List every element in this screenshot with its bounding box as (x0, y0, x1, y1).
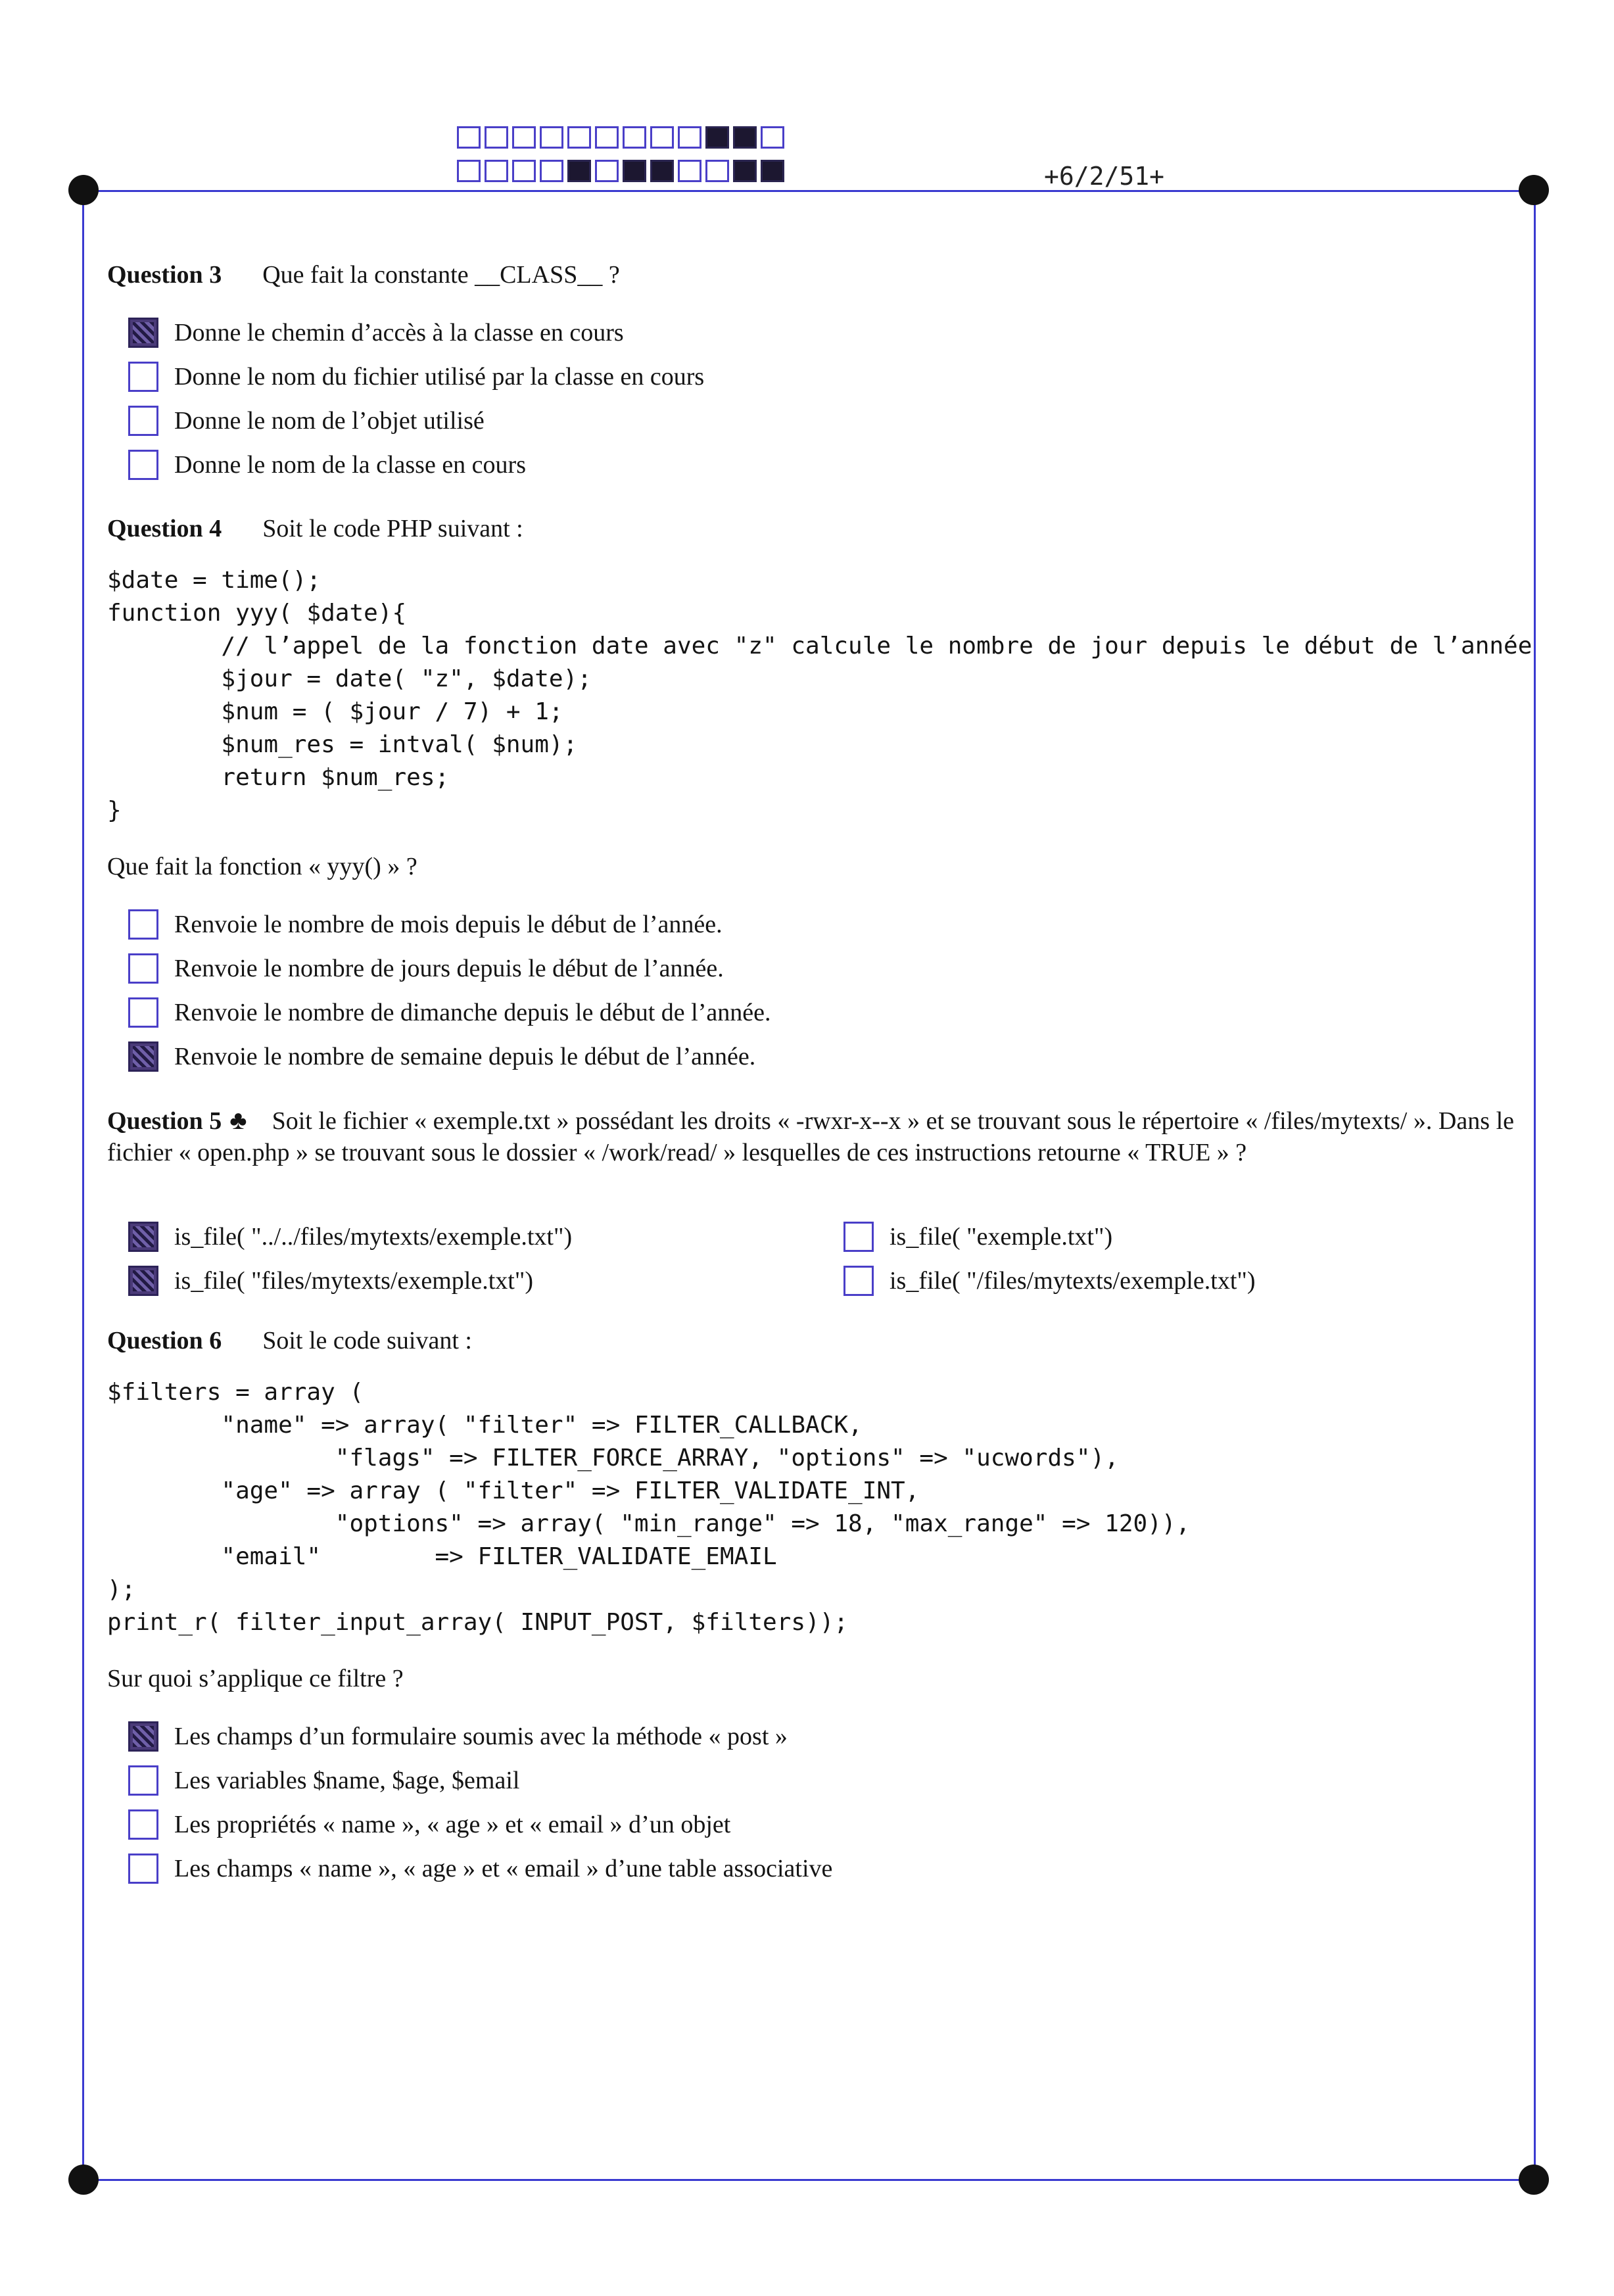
question-6 (107, 1325, 1514, 1890)
answer-list (128, 310, 1514, 487)
answer-checkbox[interactable] (128, 1854, 158, 1884)
answer-label: Donne le nom du fichier utilisé par la classe en cours (174, 362, 705, 391)
answer-list (128, 902, 1514, 1078)
answer-option (128, 1034, 1514, 1078)
question-number: Question 5 (107, 1107, 222, 1135)
code-cell (623, 126, 646, 149)
code-cell (595, 160, 619, 182)
question-text: Soit le fichier « exemple.txt » possédant les droits « -rwxr-x--x » et se trouvant sous le répertoire « /files/mytexts/ ». Dans le fichier « open.php » se trouvant sous le dossier « /work/read/ » lesquelles de ces instructions retourne « TRUE » ? (107, 1107, 1514, 1166)
question-3 (107, 259, 1514, 487)
code-cell (650, 160, 674, 182)
php-code-block: $filters = array ( "name" => array( "filter" => FILTER_CALLBACK, "flags" => FILTER_FORCE_ARRAY, "options" => "ucwords"), "age" => array ( "filter" => FILTER_VALIDATE_INT, "options" => array( "min_range" => 18, "max_range" => 120)), "email" => FILTER_VALIDATE_EMAIL ); print_r( filter_input_array( INPUT_POST, $filters)); (107, 1379, 1191, 1636)
code-cell (650, 126, 674, 149)
answer-label: Les champs d’un formulaire soumis avec la méthode « post » (174, 1722, 788, 1750)
question-header (107, 1325, 1514, 1356)
answer-checkbox[interactable] (128, 1266, 158, 1296)
code-cell (705, 160, 729, 182)
answer-option (128, 946, 1514, 990)
answer-label: is_file( "../../files/mytexts/exemple.txt") (174, 1222, 573, 1251)
php-code-block: $date = time(); function yyy( $date){ // l’appel de la fonction date avec "z" calcule le nombre de jour depuis le début de l’année $jour = date( "z", $date); $num = ( $jour / 7) + 1; $num_res = intval( $num); return $num_res; } (107, 567, 1532, 824)
answer-checkbox[interactable] (128, 1721, 158, 1752)
question-header (107, 513, 1514, 544)
answer-checkbox[interactable] (843, 1222, 874, 1252)
question-number: Question 3 (107, 261, 222, 289)
answer-checkbox[interactable] (128, 450, 158, 480)
sub-question: Sur quoi s’applique ce filtre ? (107, 1665, 404, 1692)
question-header (107, 1105, 1514, 1168)
frame-top-line (84, 190, 1536, 192)
code-cell (678, 126, 701, 149)
answer-option (128, 1846, 1514, 1890)
page-code-row-1 (457, 126, 788, 149)
answer-label: Les champs « name », « age » et « email » d’une table associative (174, 1854, 833, 1882)
club-icon: ♣ (229, 1105, 247, 1135)
frame-left-line (82, 190, 84, 2181)
code-cell (485, 160, 508, 182)
question-text: Soit le code suivant : (262, 1327, 472, 1354)
answer-checkbox[interactable] (128, 362, 158, 392)
answer-checkbox[interactable] (128, 909, 158, 940)
answer-checkbox[interactable] (843, 1266, 874, 1296)
answer-option (128, 1714, 1514, 1758)
code-cell (540, 126, 563, 149)
sub-question: Que fait la fonction « yyy() » ? (107, 853, 417, 880)
page-code-row-2 (457, 160, 788, 182)
page-identifier: +6/2/51+ (1044, 162, 1165, 191)
code-cell (485, 126, 508, 149)
answer-label: is_file( "exemple.txt") (890, 1222, 1113, 1251)
answer-checkbox[interactable] (128, 997, 158, 1028)
answer-option (843, 1214, 1501, 1258)
answer-label: Les variables $name, $age, $email (174, 1766, 520, 1794)
question-number: Question 6 (107, 1327, 222, 1354)
answer-checkbox[interactable] (128, 1041, 158, 1072)
answer-option (843, 1258, 1501, 1303)
answer-option (128, 1258, 843, 1303)
frame-bottom-line (84, 2179, 1536, 2181)
question-header (107, 259, 1514, 291)
frame-right-line (1534, 190, 1536, 2181)
answer-option (128, 398, 1514, 442)
code-cell (761, 160, 784, 182)
code-cell (595, 126, 619, 149)
code-cell (733, 126, 757, 149)
answer-label: Donne le nom de l’objet utilisé (174, 406, 485, 435)
corner-marker-top-right (1519, 175, 1549, 205)
answer-grid (128, 1214, 1514, 1303)
code-cell (678, 160, 701, 182)
answer-checkbox[interactable] (128, 1222, 158, 1252)
answer-label: Renvoie le nombre de mois depuis le début de l’année. (174, 910, 723, 938)
code-cell (512, 126, 536, 149)
question-text: Que fait la constante __CLASS__ ? (262, 261, 620, 289)
corner-marker-bottom-right (1519, 2164, 1549, 2195)
answer-label: Donne le chemin d’accès à la classe en cours (174, 318, 624, 347)
answer-option (128, 1802, 1514, 1846)
answer-option (128, 990, 1514, 1034)
answer-option (128, 310, 1514, 354)
answer-checkbox[interactable] (128, 406, 158, 436)
answer-checkbox[interactable] (128, 1809, 158, 1840)
question-text: Soit le code PHP suivant : (262, 515, 523, 542)
answer-checkbox[interactable] (128, 1765, 158, 1796)
code-cell (567, 126, 591, 149)
answer-label: Renvoie le nombre de jours depuis le début de l’année. (174, 954, 724, 982)
code-cell (761, 126, 784, 149)
answer-label: Renvoie le nombre de semaine depuis le début de l’année. (174, 1042, 756, 1070)
code-cell (512, 160, 536, 182)
code-cell (733, 160, 757, 182)
code-cell (567, 160, 591, 182)
code-cell (623, 160, 646, 182)
answer-label: Donne le nom de la classe en cours (174, 450, 526, 479)
answer-label: Les propriétés « name », « age » et « email » d’un objet (174, 1810, 731, 1838)
answer-option (128, 902, 1514, 946)
answer-option (128, 1214, 843, 1258)
answer-label: is_file( "/files/mytexts/exemple.txt") (890, 1266, 1256, 1295)
corner-marker-top-left (68, 175, 99, 205)
corner-marker-bottom-left (68, 2164, 99, 2195)
code-cell (457, 126, 481, 149)
code-cell (457, 160, 481, 182)
answer-option (128, 442, 1514, 487)
question-number: Question 4 (107, 515, 222, 542)
question-4 (107, 513, 1532, 1078)
question-5 (107, 1105, 1514, 1303)
answer-option (128, 354, 1514, 398)
answer-label: is_file( "files/mytexts/exemple.txt") (174, 1266, 534, 1295)
exam-content (107, 259, 1532, 1917)
code-cell (540, 160, 563, 182)
answer-list (128, 1714, 1514, 1890)
answer-option (128, 1758, 1514, 1802)
code-cell (705, 126, 729, 149)
answer-checkbox[interactable] (128, 318, 158, 348)
answer-checkbox[interactable] (128, 953, 158, 984)
answer-label: Renvoie le nombre de dimanche depuis le début de l’année. (174, 998, 771, 1026)
